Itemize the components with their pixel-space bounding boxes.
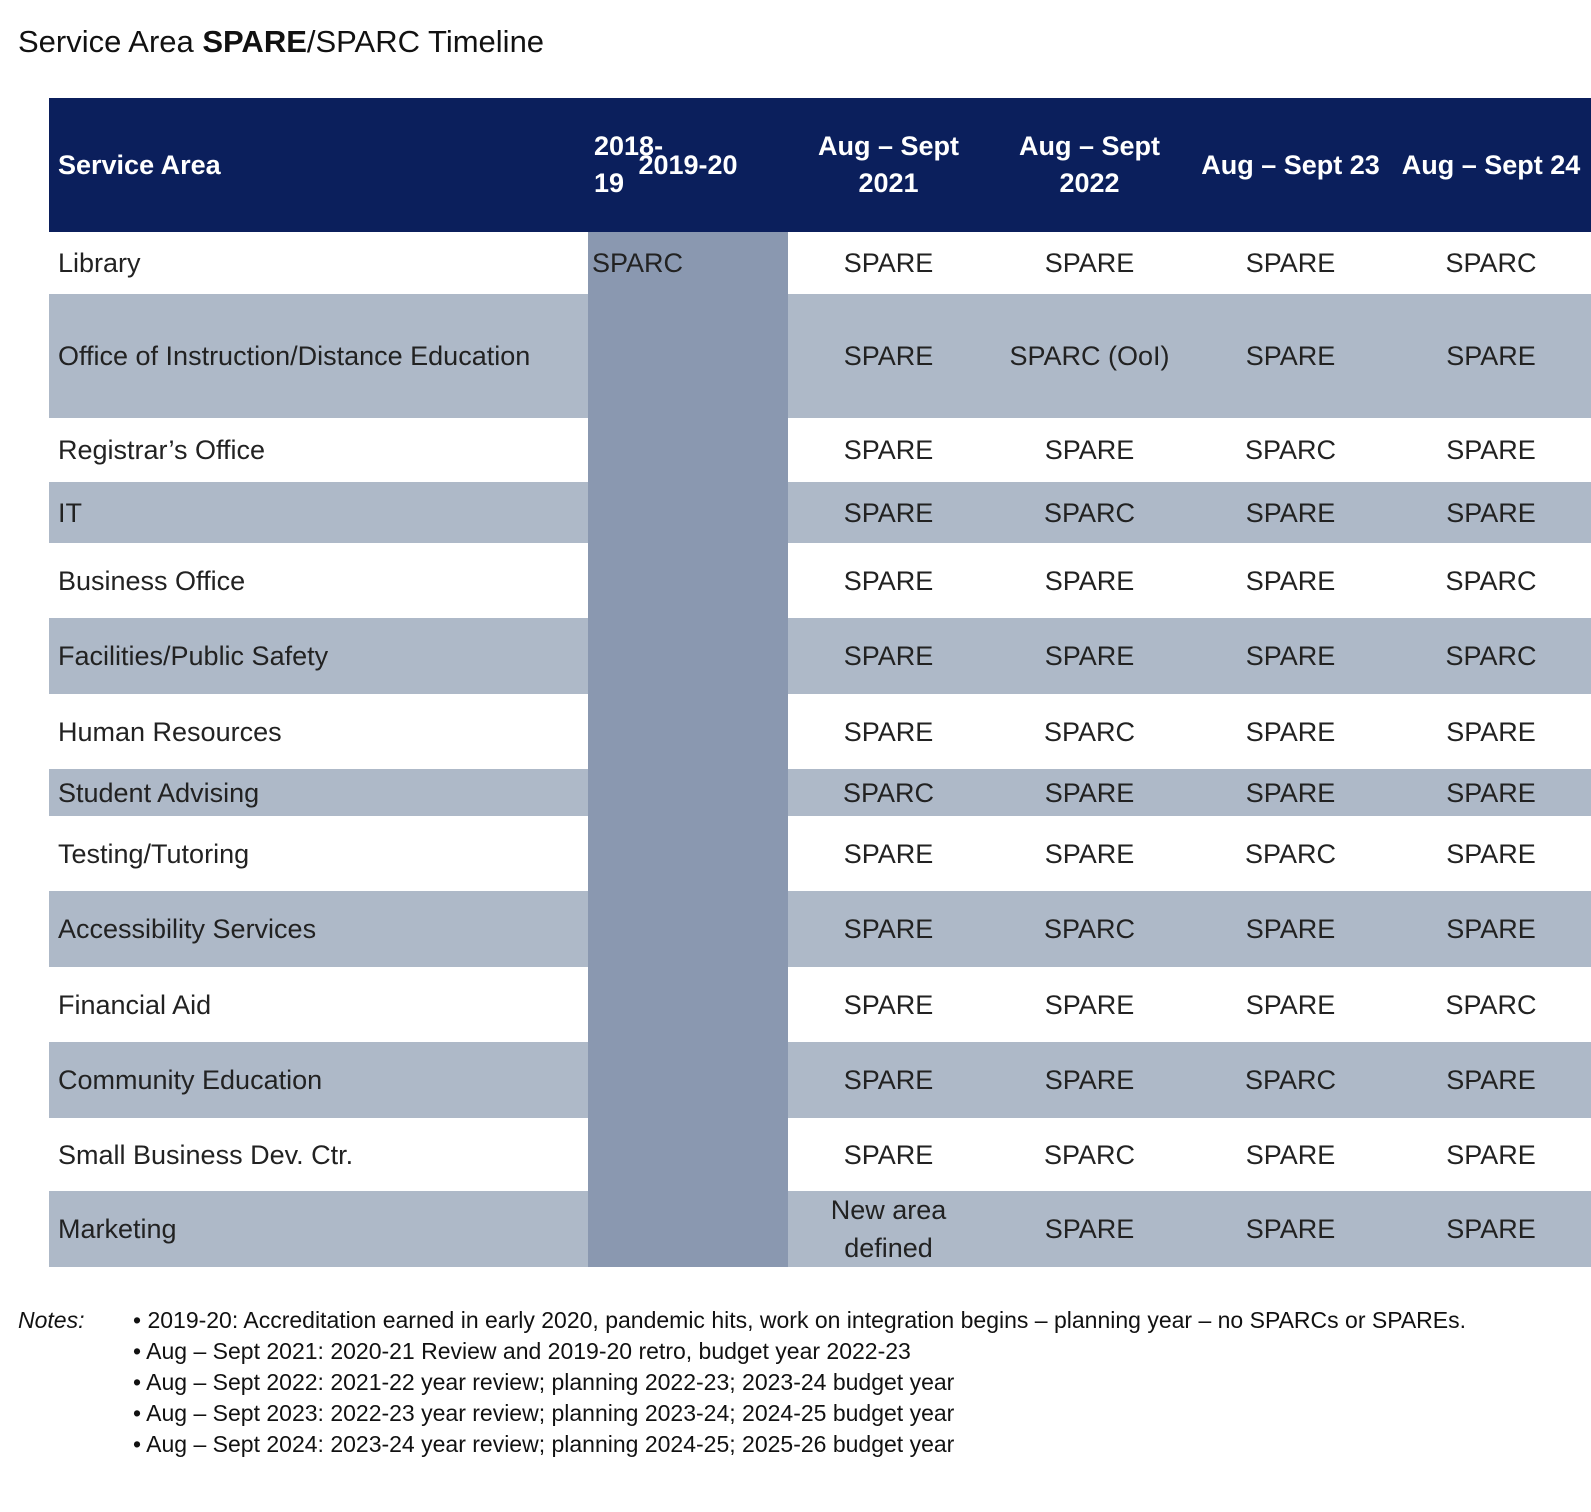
cell-aug-sept-2022: SPARE [989, 769, 1190, 816]
service-area-cell: Facilities/Public Safety [49, 618, 588, 694]
cell-aug-sept-23: SPARE [1190, 618, 1391, 694]
cell-aug-sept-24: SPARE [1391, 482, 1591, 543]
table-row [49, 891, 1591, 967]
cell-2019-20 [588, 967, 788, 1042]
notes-section [18, 1305, 1538, 1460]
header-service-area: Service Area [49, 98, 588, 232]
cell-aug-sept-2022: SPARE [989, 967, 1190, 1042]
cell-aug-sept-24: SPARC [1391, 967, 1591, 1042]
cell-aug-sept-23: SPARE [1190, 694, 1391, 769]
title-suffix: /SPARC Timeline [306, 24, 545, 59]
service-area-cell: Marketing [49, 1191, 588, 1267]
title-bold: SPARE [202, 24, 307, 59]
timeline-table [49, 98, 1591, 1267]
table-row [49, 816, 1591, 891]
cell-aug-sept-2022: SPARE [989, 232, 1190, 294]
cell-aug-sept-23: SPARC [1190, 816, 1391, 891]
cell-aug-sept-2021: SPARE [788, 543, 989, 618]
header-2019-20: 2019-20 [588, 98, 788, 232]
service-area-cell: Small Business Dev. Ctr. [49, 1118, 588, 1191]
table-row [49, 1118, 1591, 1191]
header-aug-sept-2022: Aug – Sept 2022 [989, 98, 1190, 232]
service-area-cell: Human Resources [49, 694, 588, 769]
cell-aug-sept-23: SPARC [1190, 418, 1391, 482]
cell-aug-sept-24: SPARE [1391, 816, 1591, 891]
cell-2019-20 [588, 1118, 788, 1191]
note-item: • 2019-20: Accreditation earned in early 2020, pandemic hits, work on integration begins – planning year – no SPARCs or SPAREs. [133, 1307, 1467, 1333]
service-area-cell: Accessibility Services [49, 891, 588, 967]
cell-aug-sept-2022: SPARC [989, 482, 1190, 543]
cell-2019-20 [588, 418, 788, 482]
cell-aug-sept-23: SPARE [1190, 1191, 1391, 1267]
note-item: • Aug – Sept 2024: 2023-24 year review; planning 2024-25; 2025-26 budget year [133, 1431, 955, 1457]
service-area-cell: Student Advising [49, 769, 588, 816]
service-area-cell: Library [49, 232, 588, 294]
cell-aug-sept-2022: SPARE [989, 1191, 1190, 1267]
cell-aug-sept-2022: SPARC [989, 891, 1190, 967]
cell-2019-20 [588, 618, 788, 694]
cell-aug-sept-2021: SPARE [788, 418, 989, 482]
cell-aug-sept-24: SPARE [1391, 891, 1591, 967]
cell-aug-sept-23: SPARE [1190, 1118, 1391, 1191]
table-row [49, 232, 1591, 294]
header-aug-sept-23: Aug – Sept 23 [1190, 98, 1391, 232]
cell-aug-sept-2022: SPARC (OoI) [989, 294, 1190, 418]
cell-aug-sept-23: SPARE [1190, 482, 1391, 543]
cell-aug-sept-23: SPARE [1190, 891, 1391, 967]
service-area-cell: Testing/Tutoring [49, 816, 588, 891]
service-area-cell: Community Education [49, 1042, 588, 1118]
cell-aug-sept-24: SPARC [1391, 618, 1591, 694]
notes-list [18, 1305, 1538, 1460]
notes-label: Notes: [18, 1307, 85, 1333]
cell-aug-sept-2021: SPARE [788, 294, 989, 418]
cell-aug-sept-23: SPARE [1190, 294, 1391, 418]
cell-aug-sept-2021: SPARE [788, 694, 989, 769]
cell-aug-sept-24: SPARC [1391, 543, 1591, 618]
cell-aug-sept-2021: SPARE [788, 1042, 989, 1118]
header-aug-sept-24: Aug – Sept 24 [1391, 98, 1591, 232]
table-row [49, 543, 1591, 618]
cell-aug-sept-2022: SPARE [989, 618, 1190, 694]
cell-2019-20 [588, 694, 788, 769]
cell-aug-sept-23: SPARE [1190, 232, 1391, 294]
document-title [18, 24, 544, 60]
table-row [49, 294, 1591, 418]
cell-aug-sept-23: SPARC [1190, 1042, 1391, 1118]
cell-aug-sept-24: SPARE [1391, 418, 1591, 482]
cell-aug-sept-24: SPARC [1391, 232, 1591, 294]
cell-aug-sept-2022: SPARE [989, 816, 1190, 891]
title-prefix: Service Area [18, 24, 203, 59]
cell-aug-sept-24: SPARE [1391, 1191, 1591, 1267]
cell-aug-sept-2022: SPARC [989, 1118, 1190, 1191]
cell-aug-sept-24: SPARE [1391, 1042, 1591, 1118]
cell-2019-20 [588, 1042, 788, 1118]
cell-2019-20 [588, 294, 788, 418]
note-item: • Aug – Sept 2021: 2020-21 Review and 2019-20 retro, budget year 2022-23 [133, 1338, 911, 1364]
note-item: • Aug – Sept 2022: 2021-22 year review; planning 2022-23; 2023-24 budget year [133, 1369, 955, 1395]
cell-2019-20 [588, 1191, 788, 1267]
cell-aug-sept-2021: SPARE [788, 1118, 989, 1191]
service-area-cell: Office of Instruction/Distance Education [49, 294, 588, 418]
table-row [49, 618, 1591, 694]
table-header-row [49, 98, 1591, 232]
table-row [49, 1191, 1591, 1267]
table-row [49, 482, 1591, 543]
service-area-cell: IT [49, 482, 588, 543]
cell-aug-sept-24: SPARE [1391, 694, 1591, 769]
note-item: • Aug – Sept 2023: 2022-23 year review; planning 2023-24; 2024-25 budget year [133, 1400, 955, 1426]
cell-aug-sept-2021: SPARC [788, 769, 989, 816]
cell-aug-sept-24: SPARE [1391, 1118, 1591, 1191]
table-row [49, 418, 1591, 482]
cell-aug-sept-2021: SPARE [788, 232, 989, 294]
service-area-cell: Business Office [49, 543, 588, 618]
cell-aug-sept-2022: SPARE [989, 1042, 1190, 1118]
cell-aug-sept-2022: SPARE [989, 418, 1190, 482]
cell-aug-sept-2021: SPARE [788, 816, 989, 891]
cell-aug-sept-2021: SPARE [788, 618, 989, 694]
cell-aug-sept-2022: SPARC [989, 694, 1190, 769]
table-row [49, 694, 1591, 769]
cell-aug-sept-23: SPARE [1190, 967, 1391, 1042]
cell-aug-sept-2021: SPARE [788, 967, 989, 1042]
header-aug-sept-2021: Aug – Sept 2021 [788, 98, 989, 232]
cell-2019-20 [588, 891, 788, 967]
cell-aug-sept-23: SPARE [1190, 543, 1391, 618]
service-area-cell: Financial Aid [49, 967, 588, 1042]
table-row [49, 1042, 1591, 1118]
table-row [49, 769, 1591, 816]
cell-aug-sept-2022: SPARE [989, 543, 1190, 618]
cell-aug-sept-24: SPARE [1391, 294, 1591, 418]
cell-aug-sept-23: SPARE [1190, 769, 1391, 816]
service-area-cell: Registrar’s Office [49, 418, 588, 482]
cell-aug-sept-2021: SPARE [788, 891, 989, 967]
cell-2019-20 [588, 482, 788, 543]
cell-2019-20 [588, 543, 788, 618]
cell-2019-20 [588, 816, 788, 891]
cell-aug-sept-2021: New area defined [788, 1191, 989, 1267]
cell-2019-20 [588, 769, 788, 816]
cell-aug-sept-24: SPARE [1391, 769, 1591, 816]
table-row [49, 967, 1591, 1042]
cell-aug-sept-2021: SPARE [788, 482, 989, 543]
